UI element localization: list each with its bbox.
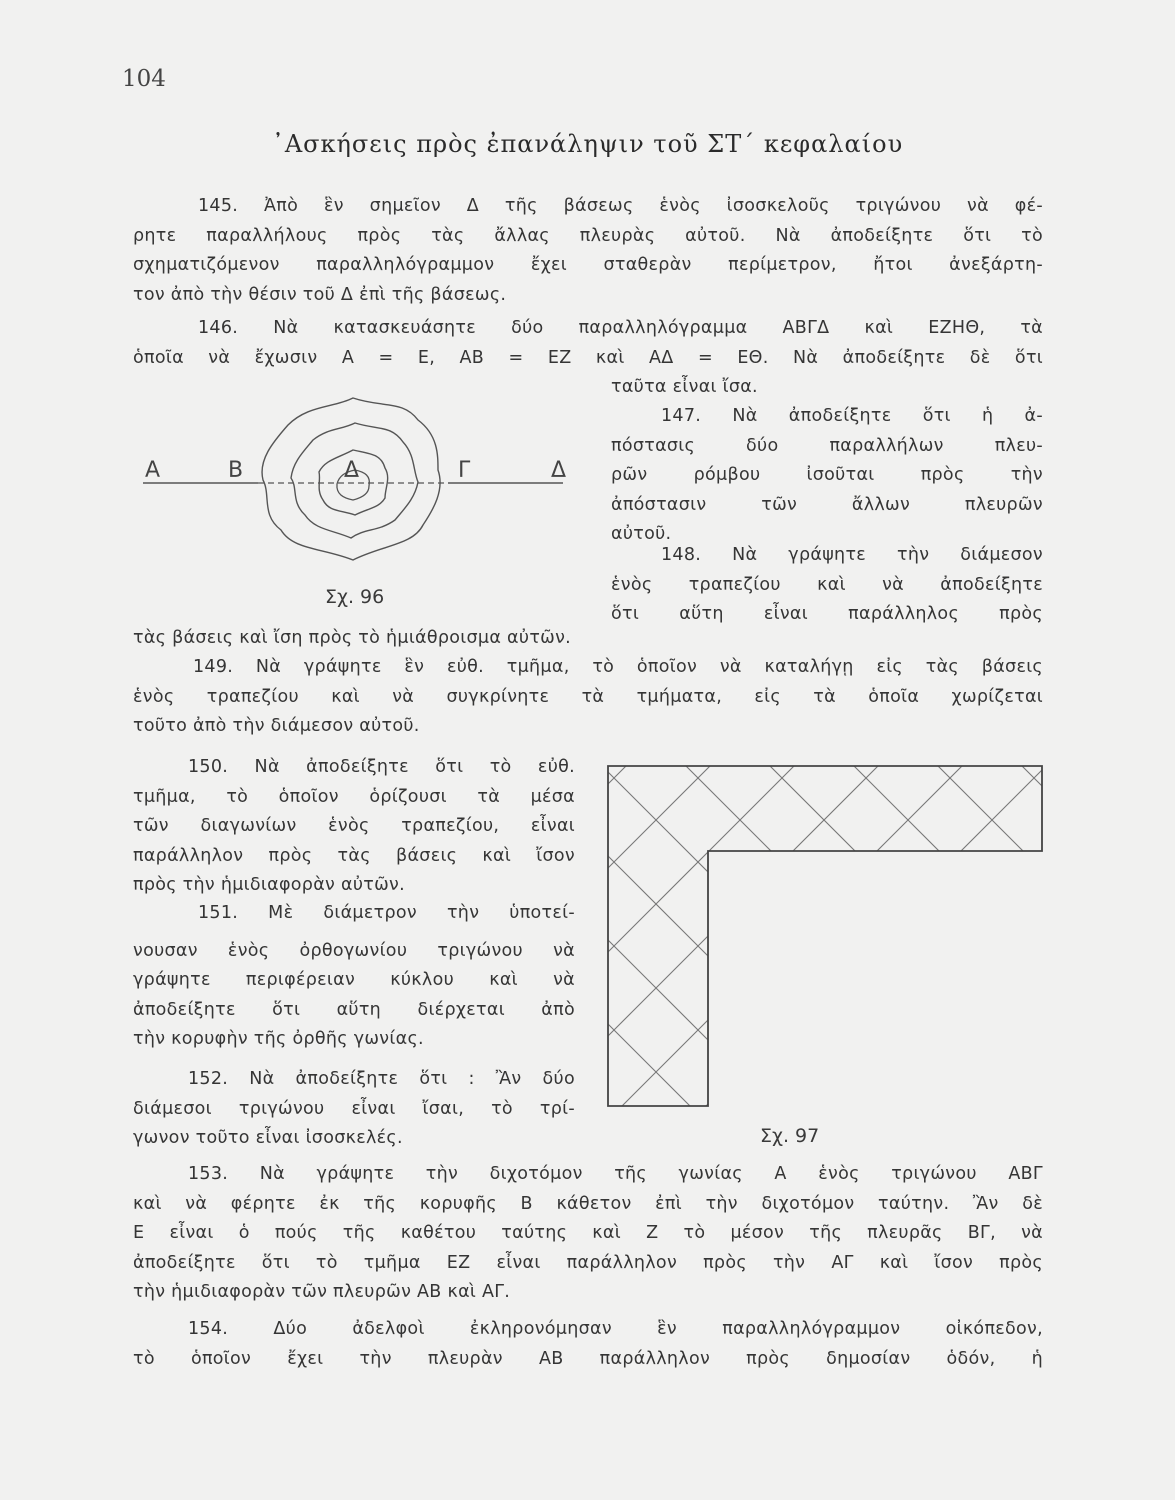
text-line: ταῦτα εἶναι ἴσα.: [611, 377, 758, 397]
text-line: 149. Νὰ γράψητε ἓν εὐθ. τμῆμα, τὸ ὁποῖον νὰ καταλήγῃ εἰς τὰς βάσεις: [193, 657, 1043, 677]
text-line: σχηματιζόμενον παραλληλόγραμμον ἔχει σταθερὰν περίμετρον, ἤτοι ἀνεξάρτη-: [133, 255, 1043, 275]
text-line: ὅτι αὕτη εἶναι παράλληλος πρὸς: [611, 604, 1043, 624]
text-line: 153. Νὰ γράψητε τὴν διχοτόμον τῆς γωνίας Α ἑνὸς τριγώνου ΑΒΓ: [188, 1164, 1043, 1184]
text-line: αὐτοῦ.: [611, 524, 672, 544]
label-center: Δ: [344, 458, 360, 483]
text-line: γράψητε περιφέρειαν κύκλου καὶ νὰ: [133, 970, 575, 990]
text-line: ἀποδείξητε ὅτι αὕτη διέρχεται ἀπὸ: [133, 999, 575, 1020]
text-line: 145. Ἀπὸ ἓν σημεῖον Δ τῆς βάσεως ἑνὸς ἰσοσκελοῦς τριγώνου νὰ φέ-: [198, 196, 1043, 216]
text-line: νουσαν ἑνὸς ὀρθογωνίου τριγώνου νὰ: [133, 940, 575, 961]
text-line: ὁποῖα νὰ ἔχωσιν Α = Ε, ΑΒ = ΕΖ καὶ ΑΔ = ΕΘ. Νὰ ἀποδείξητε δὲ ὅτι: [133, 347, 1043, 368]
label-b: Β: [228, 458, 244, 483]
text-line: διάμεσοι τριγώνου εἶναι ἴσαι, τὸ τρί-: [133, 1098, 575, 1119]
exercise-153: [133, 1160, 1043, 1308]
exercise-150: [133, 753, 575, 901]
text-line: τμῆμα, τὸ ὁποῖον ὁρίζουσι τὰ μέσα: [133, 786, 575, 807]
text-line: πόστασις δύο παραλλήλων πλευ-: [611, 435, 1043, 456]
text-line: ρητε παραλλήλους πρὸς τὰς ἄλλας πλευρὰς αὐτοῦ. Νὰ ἀποδείξητε ὅτι τὸ: [133, 225, 1043, 246]
label-g: Γ: [458, 458, 471, 483]
exercise-152: [133, 1065, 575, 1154]
text-line: τὴν ἡμιδιαφορὰν τῶν πλευρῶν ΑΒ καὶ ΑΓ.: [133, 1282, 511, 1302]
exercise-151: [133, 899, 575, 1055]
exercise-148: [611, 541, 1043, 630]
text-line: 154. Δύο ἀδελφοὶ ἐκληρονόμησαν ἓν παραλληλόγραμμον οἰκόπεδον,: [188, 1319, 1043, 1339]
label-a: Α: [145, 458, 161, 483]
exercise-148-continuation: [133, 624, 1043, 654]
text-line: 148. Νὰ γράψητε τὴν διάμεσον: [661, 545, 1043, 565]
text-line: ἀπόστασιν τῶν ἄλλων πλευρῶν: [611, 494, 1043, 515]
text-line: 152. Νὰ ἀποδείξητε ὅτι : Ἂν δύο: [188, 1069, 575, 1089]
text-line: γωνον τοῦτο εἶναι ἰσοσκελές.: [133, 1128, 403, 1148]
text-line: ἀποδείξητε ὅτι τὸ τμῆμα ΕΖ εἶναι παράλληλον πρὸς τὴν ΑΓ καὶ ἴσον πρὸς: [133, 1252, 1043, 1273]
text-line: ἑνὸς τραπεζίου καὶ νὰ συγκρίνητε τὰ τμήματα, εἰς τὰ ὁποῖα χωρίζεται: [133, 686, 1043, 707]
figure-96: [133, 380, 593, 590]
text-line: Ε εἶναι ὁ πούς τῆς καθέτου ταύτης καὶ Ζ τὸ μέσον τῆς πλευρᾶς ΒΓ, νὰ: [133, 1223, 1043, 1243]
figure-97: [606, 764, 1046, 1110]
exercise-147: [611, 402, 1043, 550]
text-line: 146. Νὰ κατασκευάσητε δύο παραλληλόγραμμα ΑΒΓΔ καὶ ΕΖΗΘ, τὰ: [198, 318, 1043, 338]
text-line: τοῦτο ἀπὸ τὴν διάμεσον αὐτοῦ.: [133, 716, 420, 736]
text-line: καὶ νὰ φέρητε ἐκ τῆς κορυφῆς Β κάθετον ἐπὶ τὴν διχοτόμον ταύτην. Ἂν δὲ: [133, 1193, 1043, 1214]
exercise-154: [133, 1315, 1043, 1374]
text-line: τὰς βάσεις καὶ ἴση πρὸς τὸ ἡμιάθροισμα αὐτῶν.: [133, 628, 572, 648]
figure-96-caption: Σχ. 96: [325, 586, 385, 608]
text-line: τον ἀπὸ τὴν θέσιν τοῦ Δ ἐπὶ τῆς βάσεως.: [133, 284, 507, 305]
text-line: τῶν διαγωνίων ἑνὸς τραπεζίου, εἶναι: [133, 816, 575, 836]
figure-97-caption: Σχ. 97: [760, 1125, 820, 1147]
text-line: τὴν κορυφὴν τῆς ὀρθῆς γωνίας.: [133, 1029, 424, 1049]
section-heading: ᾿Ασκήσεις πρὸς ἐπανάληψιν τοῦ ΣΤ΄ κεφαλαίου: [271, 130, 904, 158]
label-d: Δ: [551, 458, 567, 483]
text-line: τὸ ὁποῖον ἔχει τὴν πλευρὰν ΑΒ παράλληλον πρὸς δημοσίαν ὁδόν, ἡ: [133, 1348, 1043, 1369]
text-line: 151. Μὲ διάμετρον τὴν ὑποτεί-: [198, 903, 575, 923]
text-line: 147. Νὰ ἀποδείξητε ὅτι ἡ ἀ-: [661, 406, 1043, 426]
text-line: ἑνὸς τραπεζίου καὶ νὰ ἀποδείξητε: [611, 574, 1043, 595]
text-line: ρῶν ρόμβου ἰσοῦται πρὸς τὴν: [611, 465, 1043, 485]
page-number: 104: [122, 66, 166, 92]
text-line: πρὸς τὴν ἡμιδιαφορὰν αὐτῶν.: [133, 875, 405, 895]
exercise-149: [133, 653, 1043, 742]
text-line: παράλληλον πρὸς τὰς βάσεις καὶ ἴσον: [133, 845, 575, 866]
text-line: 150. Νὰ ἀποδείξητε ὅτι τὸ εὐθ.: [188, 757, 575, 777]
exercise-145: [133, 192, 1043, 310]
